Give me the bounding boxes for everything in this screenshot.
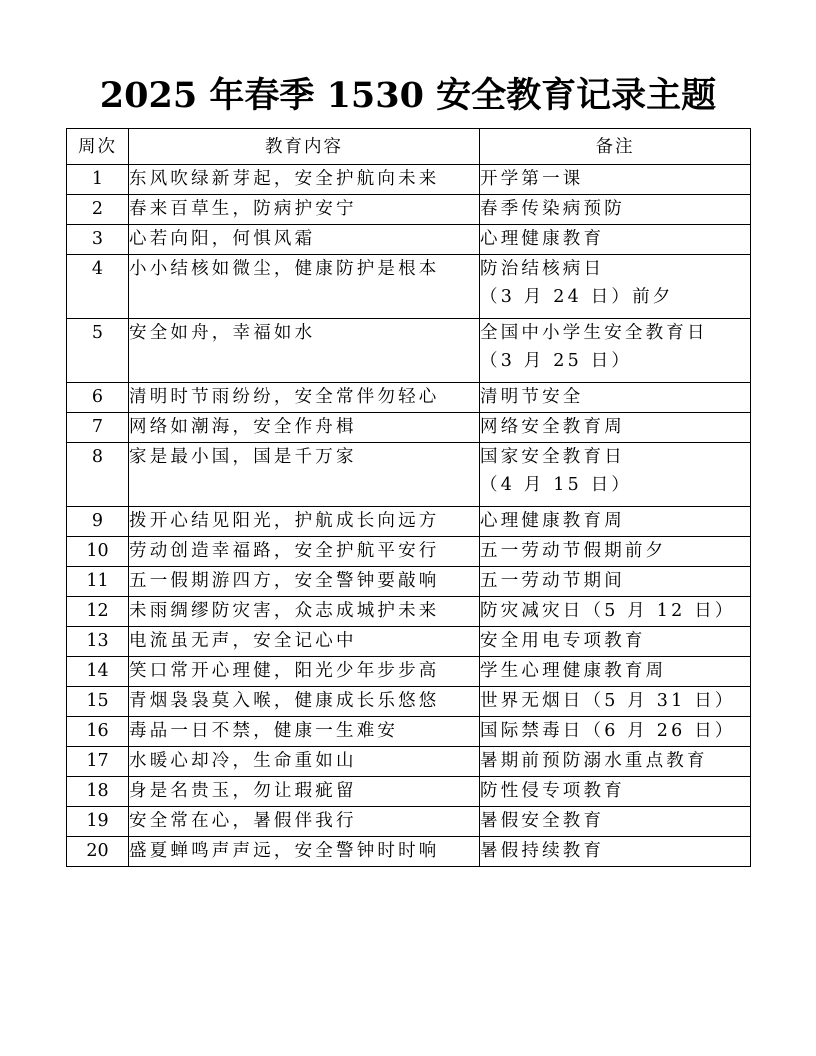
note-cell — [480, 507, 751, 537]
note-text: 安全用电专项教育 — [480, 631, 646, 651]
table-row — [67, 225, 751, 255]
week-number: 18 — [67, 777, 129, 807]
note-text: 暑假安全教育 — [480, 811, 605, 831]
education-content: 笑口常开心理健，阳光少年步步高 — [129, 657, 480, 687]
education-content: 盛夏蝉鸣声声远，安全警钟时时响 — [129, 837, 480, 867]
education-content: 安全常在心，暑假伴我行 — [129, 807, 480, 837]
note-text: 心理健康教育 — [480, 229, 605, 249]
note-text: 五一劳动节假期前夕 — [480, 541, 667, 561]
note-text: 开学第一课 — [480, 169, 584, 189]
note-cell — [480, 777, 751, 807]
note-text: 全国中小学生安全教育日 — [480, 323, 708, 343]
note-cell — [480, 837, 751, 867]
education-content: 水暖心却冷，生命重如山 — [129, 747, 480, 777]
table-row — [67, 165, 751, 195]
safety-education-table — [66, 128, 751, 867]
week-number: 8 — [67, 443, 129, 507]
note-cell — [480, 597, 751, 627]
note-text: 五一劳动节期间 — [480, 571, 625, 591]
table-row — [67, 597, 751, 627]
note-text: 世界无烟日（5 月 31 日） — [480, 691, 736, 711]
education-content: 心若向阳，何惧风霜 — [129, 225, 480, 255]
note-text: 防性侵专项教育 — [480, 781, 625, 801]
education-content: 拨开心结见阳光，护航成长向远方 — [129, 507, 480, 537]
note-cell — [480, 747, 751, 777]
education-content: 五一假期游四方，安全警钟要敲响 — [129, 567, 480, 597]
education-content: 东风吹绿新芽起，安全护航向未来 — [129, 165, 480, 195]
note-text: 心理健康教育周 — [480, 511, 625, 531]
education-content: 安全如舟，幸福如水 — [129, 319, 480, 383]
header-week: 周次 — [67, 129, 129, 165]
education-content: 清明时节雨纷纷，安全常伴勿轻心 — [129, 383, 480, 413]
table-row — [67, 319, 751, 383]
note-cell — [480, 443, 751, 507]
table-row — [67, 567, 751, 597]
table-row — [67, 837, 751, 867]
week-number: 6 — [67, 383, 129, 413]
note-cell — [480, 165, 751, 195]
table-header-row — [67, 129, 751, 165]
note-cell — [480, 383, 751, 413]
week-number: 17 — [67, 747, 129, 777]
table-row — [67, 687, 751, 717]
table-row — [67, 747, 751, 777]
note-text: 国家安全教育日 — [480, 447, 625, 467]
education-content: 网络如潮海，安全作舟楫 — [129, 413, 480, 443]
header-note: 备注 — [480, 129, 751, 165]
week-number: 11 — [67, 567, 129, 597]
education-content: 未雨绸缪防灾害，众志成城护未来 — [129, 597, 480, 627]
table-row — [67, 507, 751, 537]
note-cell — [480, 807, 751, 837]
note-text: 春季传染病预防 — [480, 199, 625, 219]
table-row — [67, 777, 751, 807]
week-number: 2 — [67, 195, 129, 225]
education-content: 青烟袅袅莫入喉，健康成长乐悠悠 — [129, 687, 480, 717]
note-cell — [480, 255, 751, 319]
table-row — [67, 627, 751, 657]
note-text: 防灾减灾日（5 月 12 日） — [480, 601, 736, 621]
note-text: 暑假持续教育 — [480, 841, 605, 861]
week-number: 12 — [67, 597, 129, 627]
table-row — [67, 195, 751, 225]
note-cell — [480, 687, 751, 717]
table-row — [67, 443, 751, 507]
note-text: 学生心理健康教育周 — [480, 661, 667, 681]
note-text: 网络安全教育周 — [480, 417, 625, 437]
table-row — [67, 657, 751, 687]
note-cell — [480, 319, 751, 383]
education-content: 小小结核如微尘，健康防护是根本 — [129, 255, 480, 319]
week-number: 15 — [67, 687, 129, 717]
document-title: 2025 年春季 1530 安全教育记录主题 — [99, 75, 717, 116]
note-cell — [480, 567, 751, 597]
note-text: 清明节安全 — [480, 387, 584, 407]
note-cell — [480, 627, 751, 657]
table-row — [67, 537, 751, 567]
week-number: 5 — [67, 319, 129, 383]
note-text: 国际禁毒日（6 月 26 日） — [480, 721, 736, 741]
table-row — [67, 807, 751, 837]
week-number: 16 — [67, 717, 129, 747]
table-row — [67, 413, 751, 443]
note-cell — [480, 717, 751, 747]
note-cell — [480, 413, 751, 443]
note-cell — [480, 195, 751, 225]
note-text: （3 月 25 日） — [480, 351, 633, 371]
note-text: （3 月 24 日）前夕 — [480, 287, 674, 307]
header-content: 教育内容 — [129, 129, 480, 165]
note-text: 防治结核病日 — [480, 259, 605, 279]
week-number: 3 — [67, 225, 129, 255]
table-row — [67, 255, 751, 319]
note-text: （4 月 15 日） — [480, 475, 633, 495]
table-row — [67, 383, 751, 413]
education-content: 家是最小国，国是千万家 — [129, 443, 480, 507]
education-content: 毒品一日不禁，健康一生难安 — [129, 717, 480, 747]
note-cell — [480, 225, 751, 255]
week-number: 1 — [67, 165, 129, 195]
week-number: 7 — [67, 413, 129, 443]
table-body — [67, 165, 751, 867]
week-number: 13 — [67, 627, 129, 657]
table-row — [67, 717, 751, 747]
note-cell — [480, 537, 751, 567]
week-number: 9 — [67, 507, 129, 537]
note-text: 暑期前预防溺水重点教育 — [480, 751, 708, 771]
education-content: 身是名贵玉，勿让瑕疵留 — [129, 777, 480, 807]
education-content: 电流虽无声，安全记心中 — [129, 627, 480, 657]
week-number: 10 — [67, 537, 129, 567]
education-content: 劳动创造幸福路，安全护航平安行 — [129, 537, 480, 567]
week-number: 20 — [67, 837, 129, 867]
note-cell — [480, 657, 751, 687]
week-number: 19 — [67, 807, 129, 837]
education-content: 春来百草生，防病护安宁 — [129, 195, 480, 225]
week-number: 4 — [67, 255, 129, 319]
week-number: 14 — [67, 657, 129, 687]
